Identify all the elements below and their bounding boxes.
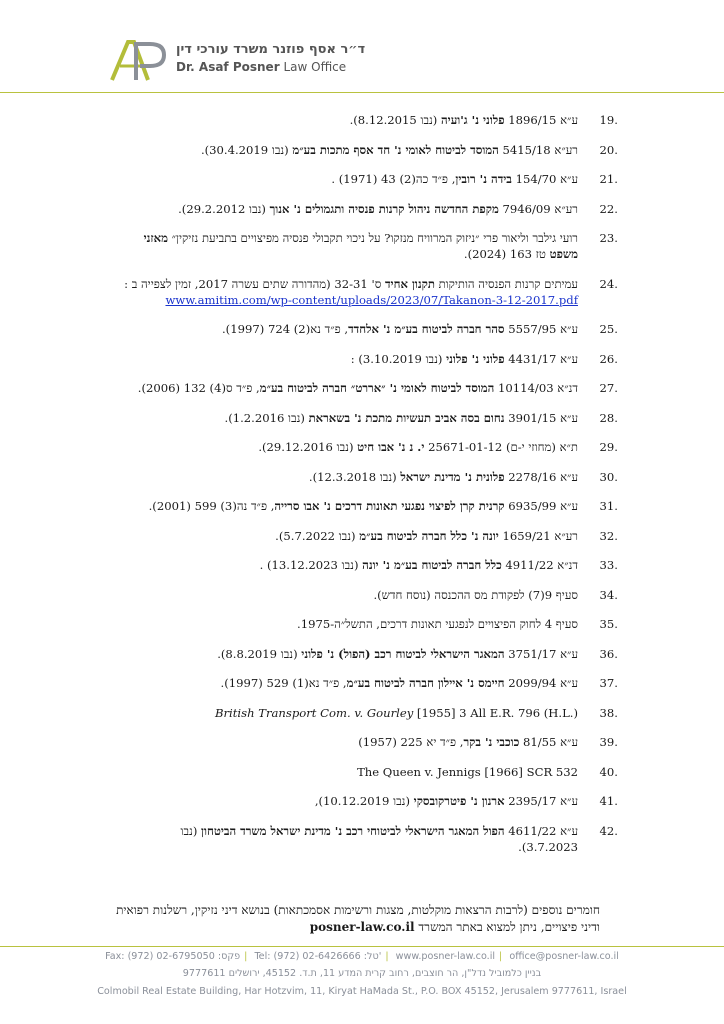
citation-suffix: , פ״ד ס(4) 132 (2006). bbox=[137, 381, 260, 395]
case-name: פלונית נ' מדינת ישראל bbox=[400, 469, 505, 484]
reference-item bbox=[120, 142, 618, 158]
case-name: המאגר הישראלי לביטוח רכב (הפול) נ' פלוני bbox=[301, 646, 505, 661]
citation-prefix: ע״א 2099/94 bbox=[504, 676, 578, 690]
citation-suffix: (נבו 29.2.2012). bbox=[178, 201, 270, 216]
firm-name-hebrew: ד״ר אסף פוזנר משרד עורכי דין bbox=[176, 42, 366, 57]
reference-number: 27. bbox=[599, 381, 618, 395]
reference-item bbox=[120, 498, 618, 514]
citation-prefix: ע״א 154/70 bbox=[511, 172, 578, 186]
citation-prefix: רע״א 7946/09 bbox=[498, 201, 578, 216]
email-link[interactable]: office@posner-law.co.il bbox=[509, 951, 619, 962]
citation-suffix: טז 163 (2024). bbox=[463, 247, 550, 261]
case-name: סהר חברה לביטוח בע״מ נ' אלחדד bbox=[348, 322, 505, 336]
fax-number: Fax: (972) 02-6795050 :פקס bbox=[105, 951, 241, 962]
citation-suffix: (נבו 1.2.2016). bbox=[224, 410, 309, 425]
reference-item bbox=[120, 587, 618, 603]
citation-suffix: , פ״ד כה(2) 43 (1971) . bbox=[331, 172, 456, 186]
address-english: Colmobil Real Estate Building, Har Hotzvim, 11, Kiryat HaMada St., P.O. BOX 45152, Jerusalem 9777611, Israel bbox=[97, 986, 627, 997]
citation-prefix: רע״א 1659/21 bbox=[498, 528, 578, 543]
reference-text bbox=[215, 706, 578, 720]
citation-prefix: סעיף 9(7) לפקודת מס ההכנסה (נוסח חדש). bbox=[373, 587, 578, 602]
reference-item bbox=[120, 705, 618, 721]
citation-suffix: (נבו 13.12.2023) . bbox=[259, 558, 363, 572]
firm-name-english: Dr. Asaf Posner Law Office bbox=[176, 60, 347, 74]
case-name: י. נ נ' אבו חיט bbox=[357, 440, 425, 454]
reference-number: 21. bbox=[599, 172, 618, 186]
citation-prefix: ע״א 5557/95 bbox=[504, 322, 578, 336]
citation-prefix: ת״א (מחוזי י-ם) 25671-01-12 bbox=[424, 440, 578, 454]
reference-number: 26. bbox=[599, 351, 618, 366]
reference-item bbox=[120, 351, 618, 367]
citation-text: [1955] 3 All E.R. 796 (H.L.) bbox=[413, 705, 578, 720]
reference-item bbox=[120, 112, 618, 128]
citation-prefix: ע״א 6935/99 bbox=[504, 499, 578, 513]
case-name: פלוני נ' פלוני bbox=[446, 351, 505, 366]
reference-number: 35. bbox=[599, 617, 618, 631]
case-name: יונה נ' כלל חברה לביטוח בע״מ bbox=[359, 528, 499, 543]
reference-number: 41. bbox=[599, 794, 618, 808]
citation-suffix: (נבו 3.10.2019) : bbox=[350, 351, 447, 366]
citation-suffix: (נבו 29.12.2016). bbox=[258, 440, 358, 454]
tel-number: Tel: (972) 02-6426666 :טל' bbox=[254, 951, 382, 962]
site-link[interactable]: posner-law.co.il bbox=[309, 920, 415, 934]
citation-prefix: ע״א 4611/22 bbox=[504, 823, 578, 838]
citation-prefix: דנ״א 4911/22 bbox=[501, 558, 578, 572]
case-name: נחום בסה אביב תעשיות מתכת נ' בשאראת bbox=[308, 410, 505, 425]
reference-text bbox=[357, 765, 578, 779]
reference-item bbox=[120, 276, 618, 308]
reference-number: 39. bbox=[599, 735, 618, 749]
citation-text: The Queen v. Jennigs [1966] SCR 532 bbox=[357, 764, 578, 779]
footer-divider bbox=[0, 946, 724, 947]
citation-prefix: ע״א 1896/15 bbox=[504, 113, 578, 127]
citation-suffix: (נבו 5.7.2022). bbox=[275, 528, 360, 543]
citation-prefix: דנ״א 10114/03 bbox=[494, 381, 578, 395]
citation-suffix: , פ״ד נא(2) 724 (1997). bbox=[221, 322, 349, 336]
reference-number: 32. bbox=[599, 528, 618, 543]
reference-list bbox=[120, 112, 618, 868]
citation-suffix: , פ״ד נא(1) 529 (1997). bbox=[220, 676, 347, 690]
reference-number: 37. bbox=[599, 676, 618, 690]
reference-number: 20. bbox=[599, 142, 618, 157]
reference-item bbox=[120, 823, 618, 855]
reference-item bbox=[120, 439, 618, 455]
reference-number: 42. bbox=[599, 823, 618, 838]
reference-link[interactable]: www.amitim.com/wp-content/uploads/2023/07/Takanon-3-12-2017.pdf bbox=[165, 292, 578, 307]
citation-prefix: רועי גילבר וליאור פרי ״ניזוק המרוויח מנזקו? על ניכוי תקבולי פנסיה מפיצויים בתביעת נזיקין״ bbox=[167, 231, 578, 245]
reference-number: 28. bbox=[599, 410, 618, 425]
address-hebrew: בניין כלמוביל נדל"ן, הר חוצבים, רחוב קרית המדע 11, ת.ד. 45152, ירושלים 9777611 bbox=[182, 968, 542, 979]
reference-item bbox=[120, 321, 618, 337]
citation-prefix: רע״א 5415/18 bbox=[498, 142, 578, 157]
citation-prefix: ע״א 2278/16 bbox=[504, 469, 578, 484]
citation-suffix: (נבו 12.3.2018). bbox=[308, 469, 401, 484]
citation-prefix: עמיתים קרנות הפנסיה הותיקות bbox=[434, 276, 578, 291]
reference-number: 38. bbox=[599, 705, 618, 720]
citation-suffix: (נבו 8.8.2019). bbox=[217, 646, 302, 661]
reference-number: 36. bbox=[599, 646, 618, 661]
case-name: המוסד לביטוח לאומי נ' חד אסף מתכות בע״מ bbox=[292, 142, 499, 157]
reference-number: 29. bbox=[599, 440, 618, 454]
contact-line: Fax: (972) 02-6795050 :פקס | Tel: (972) 02-6426666 :טל' | www.posner-law.co.il | office@posner-law.co.il bbox=[105, 951, 619, 962]
reference-item bbox=[120, 675, 618, 691]
reference-number: 40. bbox=[599, 764, 618, 779]
case-name: פלוני נ' ג'ועיה bbox=[441, 113, 505, 127]
case-name: כוכבי נ' בקר bbox=[463, 735, 520, 749]
reference-item bbox=[120, 646, 618, 662]
case-name: מקפת החדשה ניהול קרנות פנסיה ותגמולים נ' אנוך bbox=[269, 201, 499, 216]
case-name: תקנון אחיד bbox=[384, 276, 435, 291]
reference-item bbox=[120, 793, 618, 809]
citation-suffix: (נבו 3.7.2023). bbox=[180, 823, 578, 854]
reference-item bbox=[120, 616, 618, 632]
reference-item bbox=[120, 380, 618, 396]
closing-text: חומרים נוספים (לרבות הרצאות מוקלטות, מצגות ורשימות אסמכתאות) בנושא דיני נזיקין, רשלנות רפואית ודיני פיצויים, ניתן למצוא באתר המשרד bbox=[116, 903, 600, 934]
citation-suffix: (נבו 10.12.2019), bbox=[314, 794, 414, 808]
reference-item bbox=[120, 201, 618, 217]
reference-number: 24. bbox=[599, 276, 618, 291]
citation-prefix: סעיף 4 לחוק הפיצויים לנפגעי תאונות דרכים, התשל״ה-1975. bbox=[297, 617, 578, 631]
website-link[interactable]: www.posner-law.co.il bbox=[395, 951, 496, 962]
reference-number: 19. bbox=[599, 113, 618, 127]
citation-prefix: ע״א 4431/17 bbox=[504, 351, 578, 366]
reference-item bbox=[120, 557, 618, 573]
case-name: הפול המאגר הישראלי לביטוחי רכב נ' מדינת ישראל משרד הביטחון bbox=[201, 823, 505, 838]
citation-suffix: , פ״ד יא 225 (1957) bbox=[358, 735, 464, 749]
citation-prefix: ע״א 2395/17 bbox=[504, 794, 578, 808]
law-office-logo bbox=[110, 38, 166, 82]
case-name: חיימס נ' איילון חברה לביטוח בע״מ bbox=[346, 676, 505, 690]
citation-prefix: ע״א 3901/15 bbox=[504, 410, 578, 425]
reference-number: 31. bbox=[599, 499, 618, 513]
case-name: כלל חברה לביטוח בע״מ נ' יונה bbox=[362, 558, 502, 572]
citation-suffix: ס' 32-31 (מהדורה שתים עשרה 2017, זמין לצפייה ב : bbox=[124, 276, 385, 291]
case-name: בידה נ' רובין bbox=[455, 172, 512, 186]
case-name: מאזני משפט bbox=[143, 231, 578, 261]
case-name: British Transport Com. v. Gourley bbox=[214, 705, 414, 720]
reference-item bbox=[120, 230, 618, 262]
citation-suffix: , פ״ד נה(3) 599 (2001). bbox=[148, 499, 275, 513]
reference-number: 22. bbox=[599, 201, 618, 216]
citation-suffix: (נבו 30.4.2019). bbox=[200, 142, 293, 157]
reference-item bbox=[120, 469, 618, 485]
reference-number: 30. bbox=[599, 469, 618, 484]
case-name: המוסד לביטוח לאומי נ' ״אררט״ חברה לביטוח בע״מ bbox=[259, 381, 495, 395]
citation-prefix: ע״א 81/55 bbox=[519, 735, 578, 749]
reference-number: 25. bbox=[599, 322, 618, 336]
header-divider bbox=[0, 92, 724, 93]
reference-item bbox=[120, 410, 618, 426]
case-name: קרנית קרן לפיצוי נפגעי תאונות דרכים נ' אבו סרייה bbox=[274, 499, 505, 513]
reference-number: 34. bbox=[599, 587, 618, 602]
reference-item bbox=[120, 528, 618, 544]
citation-suffix: (נבו 8.12.2015). bbox=[349, 113, 442, 127]
closing-note bbox=[110, 902, 600, 936]
case-name: ארנון נ' פיטרקובסקי bbox=[413, 794, 505, 808]
reference-item bbox=[120, 734, 618, 750]
citation-prefix: ע״א 3751/17 bbox=[504, 646, 578, 661]
page-header bbox=[0, 0, 724, 96]
reference-item bbox=[120, 764, 618, 780]
reference-number: 23. bbox=[599, 231, 618, 245]
reference-number: 33. bbox=[599, 558, 618, 572]
reference-item bbox=[120, 171, 618, 187]
